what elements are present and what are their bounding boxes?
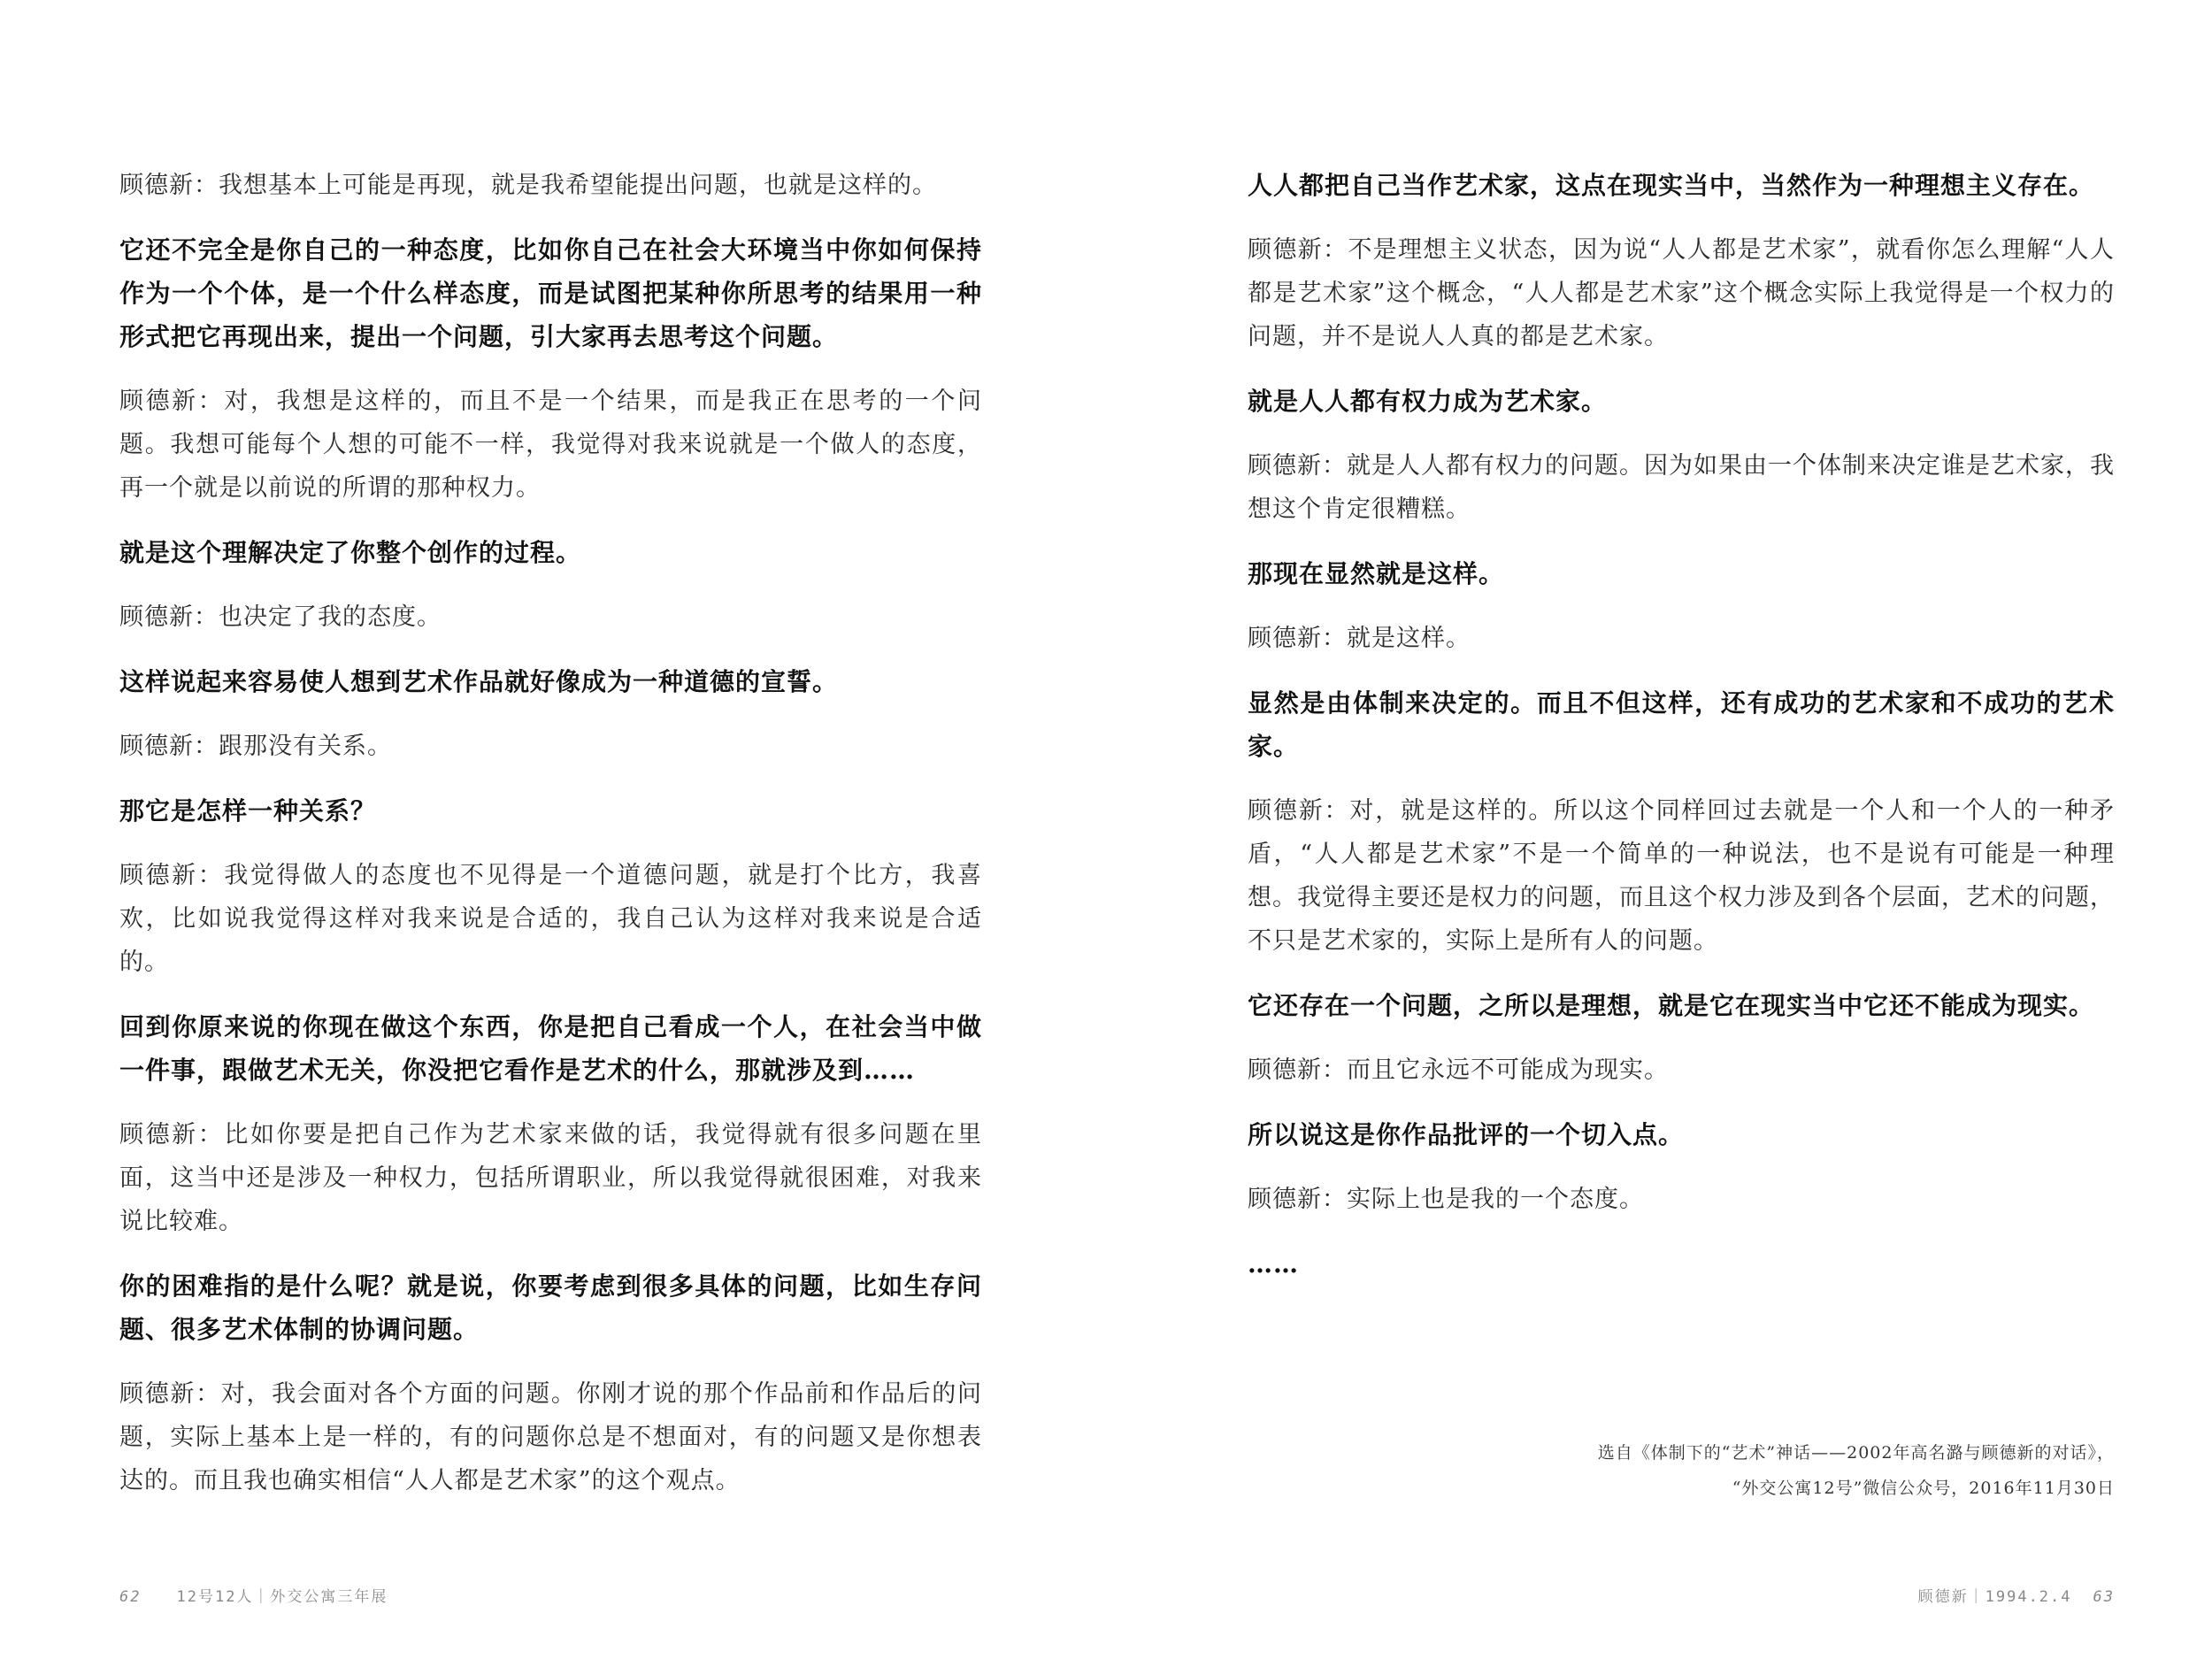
page-number: 63 [2093, 1588, 2115, 1606]
running-title: 顾德新｜1994.2.4 [1917, 1588, 2072, 1606]
interviewee-answer: 顾德新：我觉得做人的态度也不见得是一个道德问题，就是打个比方，我喜欢，比如说我觉得这样对我来说是合适的，我自己认为这样对我来说是合适的。 [119, 862, 982, 976]
interviewee-answer: 顾德新：而且它永远不可能成为现实。 [1248, 1056, 1669, 1084]
interviewee-answer: 顾德新：实际上也是我的一个态度。 [1248, 1186, 1644, 1213]
interviewer-question: 那现在显然就是这样。 [1248, 559, 1505, 588]
citation-line: “外交公寓12号”微信公众号，2016年11月30日 [1732, 1479, 2115, 1498]
interviewee-answer: 顾德新：对，我会面对各个方面的问题。你刚才说的那个作品前和作品后的问题，实际上基本上是一样的，有的问题你总是不想面对，有的问题又是你想表达的。而且我也确实相信“人人都是艺术家”的这个观点。 [119, 1380, 982, 1494]
citation-line: 选自《体制下的“艺术”神话——2002年高名潞与顾德新的对话》， [1597, 1443, 2115, 1463]
page-number: 62 [119, 1588, 142, 1606]
right-footer [1918, 1584, 2115, 1606]
interviewee-answer: 顾德新：也决定了我的态度。 [119, 603, 442, 631]
interviewee-answer: 顾德新：就是这样。 [1248, 625, 1471, 652]
interviewee-answer: 顾德新：我想基本上可能是再现，就是我希望能提出问题，也就是这样的。 [119, 172, 937, 199]
interviewer-question: 那它是怎样一种关系？ [119, 796, 377, 826]
interviewer-question: 显然是由体制来决定的。而且不但这样，还有成功的艺术家和不成功的艺术家。 [1248, 688, 2115, 761]
source-citation [1598, 1435, 2115, 1506]
interviewer-question: 人人都把自己当作艺术家，这点在现实当中，当然作为一种理想主义存在。 [1248, 171, 2095, 200]
interviewee-answer: 顾德新：就是人人都有权力的问题。因为如果由一个体制来决定谁是艺术家，我想这个肯定很糟糕。 [1248, 452, 2115, 523]
left-text-column [119, 164, 982, 1524]
interviewee-answer: 顾德新：跟那没有关系。 [119, 733, 392, 760]
interviewee-answer: 顾德新：不是理想主义状态，因为说“人人都是艺术家”，就看你怎么理解“人人都是艺术家”这个概念，“人人都是艺术家”这个概念实际上我觉得是一个权力的问题，并不是说人人真的都是艺术家。 [1248, 236, 2115, 350]
right-text-column [1248, 164, 2115, 1307]
interviewer-question: 它还存在一个问题，之所以是理想，就是它在现实当中它还不能成为现实。 [1248, 991, 2095, 1020]
interviewer-question: …… [1248, 1249, 1299, 1279]
interviewee-answer: 顾德新：比如你要是把自己作为艺术家来做的话，我觉得就有很多问题在里面，这当中还是涉及一种权力，包括所谓职业，所以我觉得就很困难，对我来说比较难。 [119, 1121, 982, 1235]
interviewer-question: 你的困难指的是什么呢？就是说，你要考虑到很多具体的问题，比如生存问题、很多艺术体制的协调问题。 [119, 1271, 982, 1344]
running-title: 12号12人｜外交公寓三年展 [176, 1588, 388, 1606]
right-page [1106, 0, 2212, 1659]
interviewer-question: 就是这个理解决定了你整个创作的过程。 [119, 538, 582, 567]
left-footer [119, 1584, 388, 1606]
interviewee-answer: 顾德新：对，就是这样的。所以这个同样回过去就是一个人和一个人的一种矛盾，“人人都是艺术家”不是一个简单的一种说法，也不是说有可能是一种理想。我觉得主要还是权力的问题，而且这个权力涉及到各个层面，艺术的问题，不只是艺术家的，实际上是所有人的问题。 [1248, 797, 2115, 955]
interviewee-answer: 顾德新：对，我想是这样的，而且不是一个结果，而是我正在思考的一个问题。我想可能每个人想的可能不一样，我觉得对我来说就是一个做人的态度，再一个就是以前说的所谓的那种权力。 [119, 388, 982, 502]
interviewer-question: 所以说这是你作品批评的一个切入点。 [1248, 1120, 1685, 1149]
interviewer-question: 它还不完全是你自己的一种态度，比如你自己在社会大环境当中你如何保持作为一个个体，是一个什么样态度，而是试图把某种你所思考的结果用一种形式把它再现出来，提出一个问题，引大家再去思考这个问题。 [119, 235, 982, 351]
interviewer-question: 回到你原来说的你现在做这个东西，你是把自己看成一个人，在社会当中做一件事，跟做艺术无关，你没把它看作是艺术的什么，那就涉及到…… [119, 1012, 982, 1085]
interviewer-question: 这样说起来容易使人想到艺术作品就好像成为一种道德的宣誓。 [119, 667, 839, 696]
interviewer-question: 就是人人都有权力成为艺术家。 [1248, 387, 1608, 416]
